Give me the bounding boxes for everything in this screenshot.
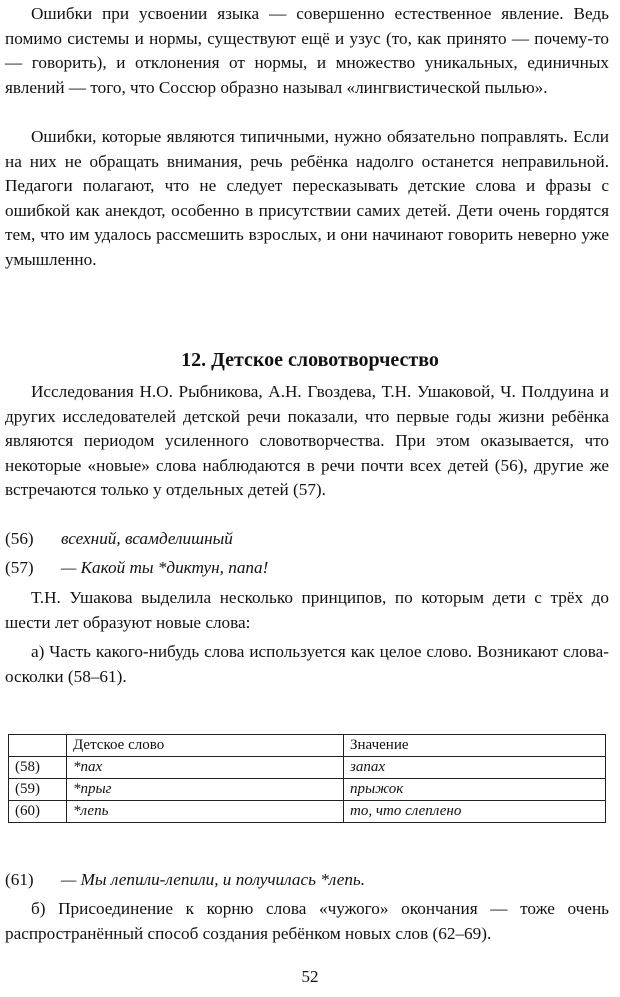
- section-heading: 12. Детское словотворчество: [181, 348, 439, 371]
- row-number: (58): [9, 757, 67, 779]
- word-meaning: то, что слеплено: [344, 801, 606, 823]
- example-number: (57): [5, 558, 34, 577]
- child-word: *лепь: [67, 801, 344, 823]
- table-header-cell: Значение: [344, 735, 606, 757]
- paragraph-typical-errors: Ошибки, которые являются типичными, нужно обязательно поправлять. Если на них не обращать внимания, речь ребёнка надолго останется неправильной. Педагоги полагают, что не следует пересказывать детские слова и фразы с ошибкой как анекдот, особенно в присутствии самих детей. Дети очень гордятся тем, что им удалось рассмешить взрослых, и они начинают говорить неверно уже умышленно.: [5, 127, 609, 269]
- example-text: — Какой ты *диктун, папа!: [61, 558, 269, 577]
- table-header-cell: [9, 735, 67, 757]
- example-number: (61): [5, 870, 34, 889]
- table-row: [9, 757, 606, 779]
- page-number: 52: [301, 967, 319, 986]
- table-row: [9, 779, 606, 801]
- paragraph-ushakova: Т.Н. Ушакова выделила несколько принципов, по которым дети с трёх до шести лет образуют новые слова:: [5, 588, 609, 632]
- child-word: *пах: [67, 757, 344, 779]
- row-number: (59): [9, 779, 67, 801]
- table-row: [9, 801, 606, 823]
- child-word: *прыг: [67, 779, 344, 801]
- child-words-table: [8, 734, 606, 823]
- paragraph-errors-natural: Ошибки при усвоении языка — совершенно естественное явление. Ведь помимо системы и нормы, существуют ещё и узус (то, как принято — почему-то — говорить), и отклонения от нормы, и множество уникальных, единичных явлений — того, что Соссюр образно называл «лингвистической пылью».: [5, 4, 609, 97]
- table-header-cell: Детское слово: [67, 735, 344, 757]
- example-61: [5, 868, 609, 892]
- word-meaning: прыжок: [344, 779, 606, 801]
- word-meaning: запах: [344, 757, 606, 779]
- example-number: (56): [5, 529, 34, 548]
- paragraph-foreign-ending: б) Присоединение к корню слова «чужого» окончания — тоже очень распространённый способ создания ребёнком новых слов (62–69).: [5, 899, 609, 943]
- paragraph-research: Исследования Н.О. Рыбникова, А.Н. Гвоздева, Т.Н. Ушаковой, Ч. Полдуина и других исследователей детской речи показали, что первые годы жизни ребёнка являются периодом усиленного словотворчества. При этом оказывается, что некоторые «новые» слова наблюдаются в речи почти всех детей (56), другие же встречаются только у отдельных детей (57).: [5, 382, 609, 500]
- example-57: [5, 556, 609, 580]
- row-number: (60): [9, 801, 67, 823]
- paragraph-fragment-words: а) Часть какого-нибудь слова используется как целое слово. Возникают слова-осколки (58–61).: [5, 642, 609, 686]
- table-header-row: [9, 735, 606, 757]
- example-56: [5, 527, 609, 551]
- example-text: всехний, всамделишный: [61, 529, 233, 548]
- example-text: — Мы лепили-лепили, и получилась *лепь.: [61, 870, 366, 889]
